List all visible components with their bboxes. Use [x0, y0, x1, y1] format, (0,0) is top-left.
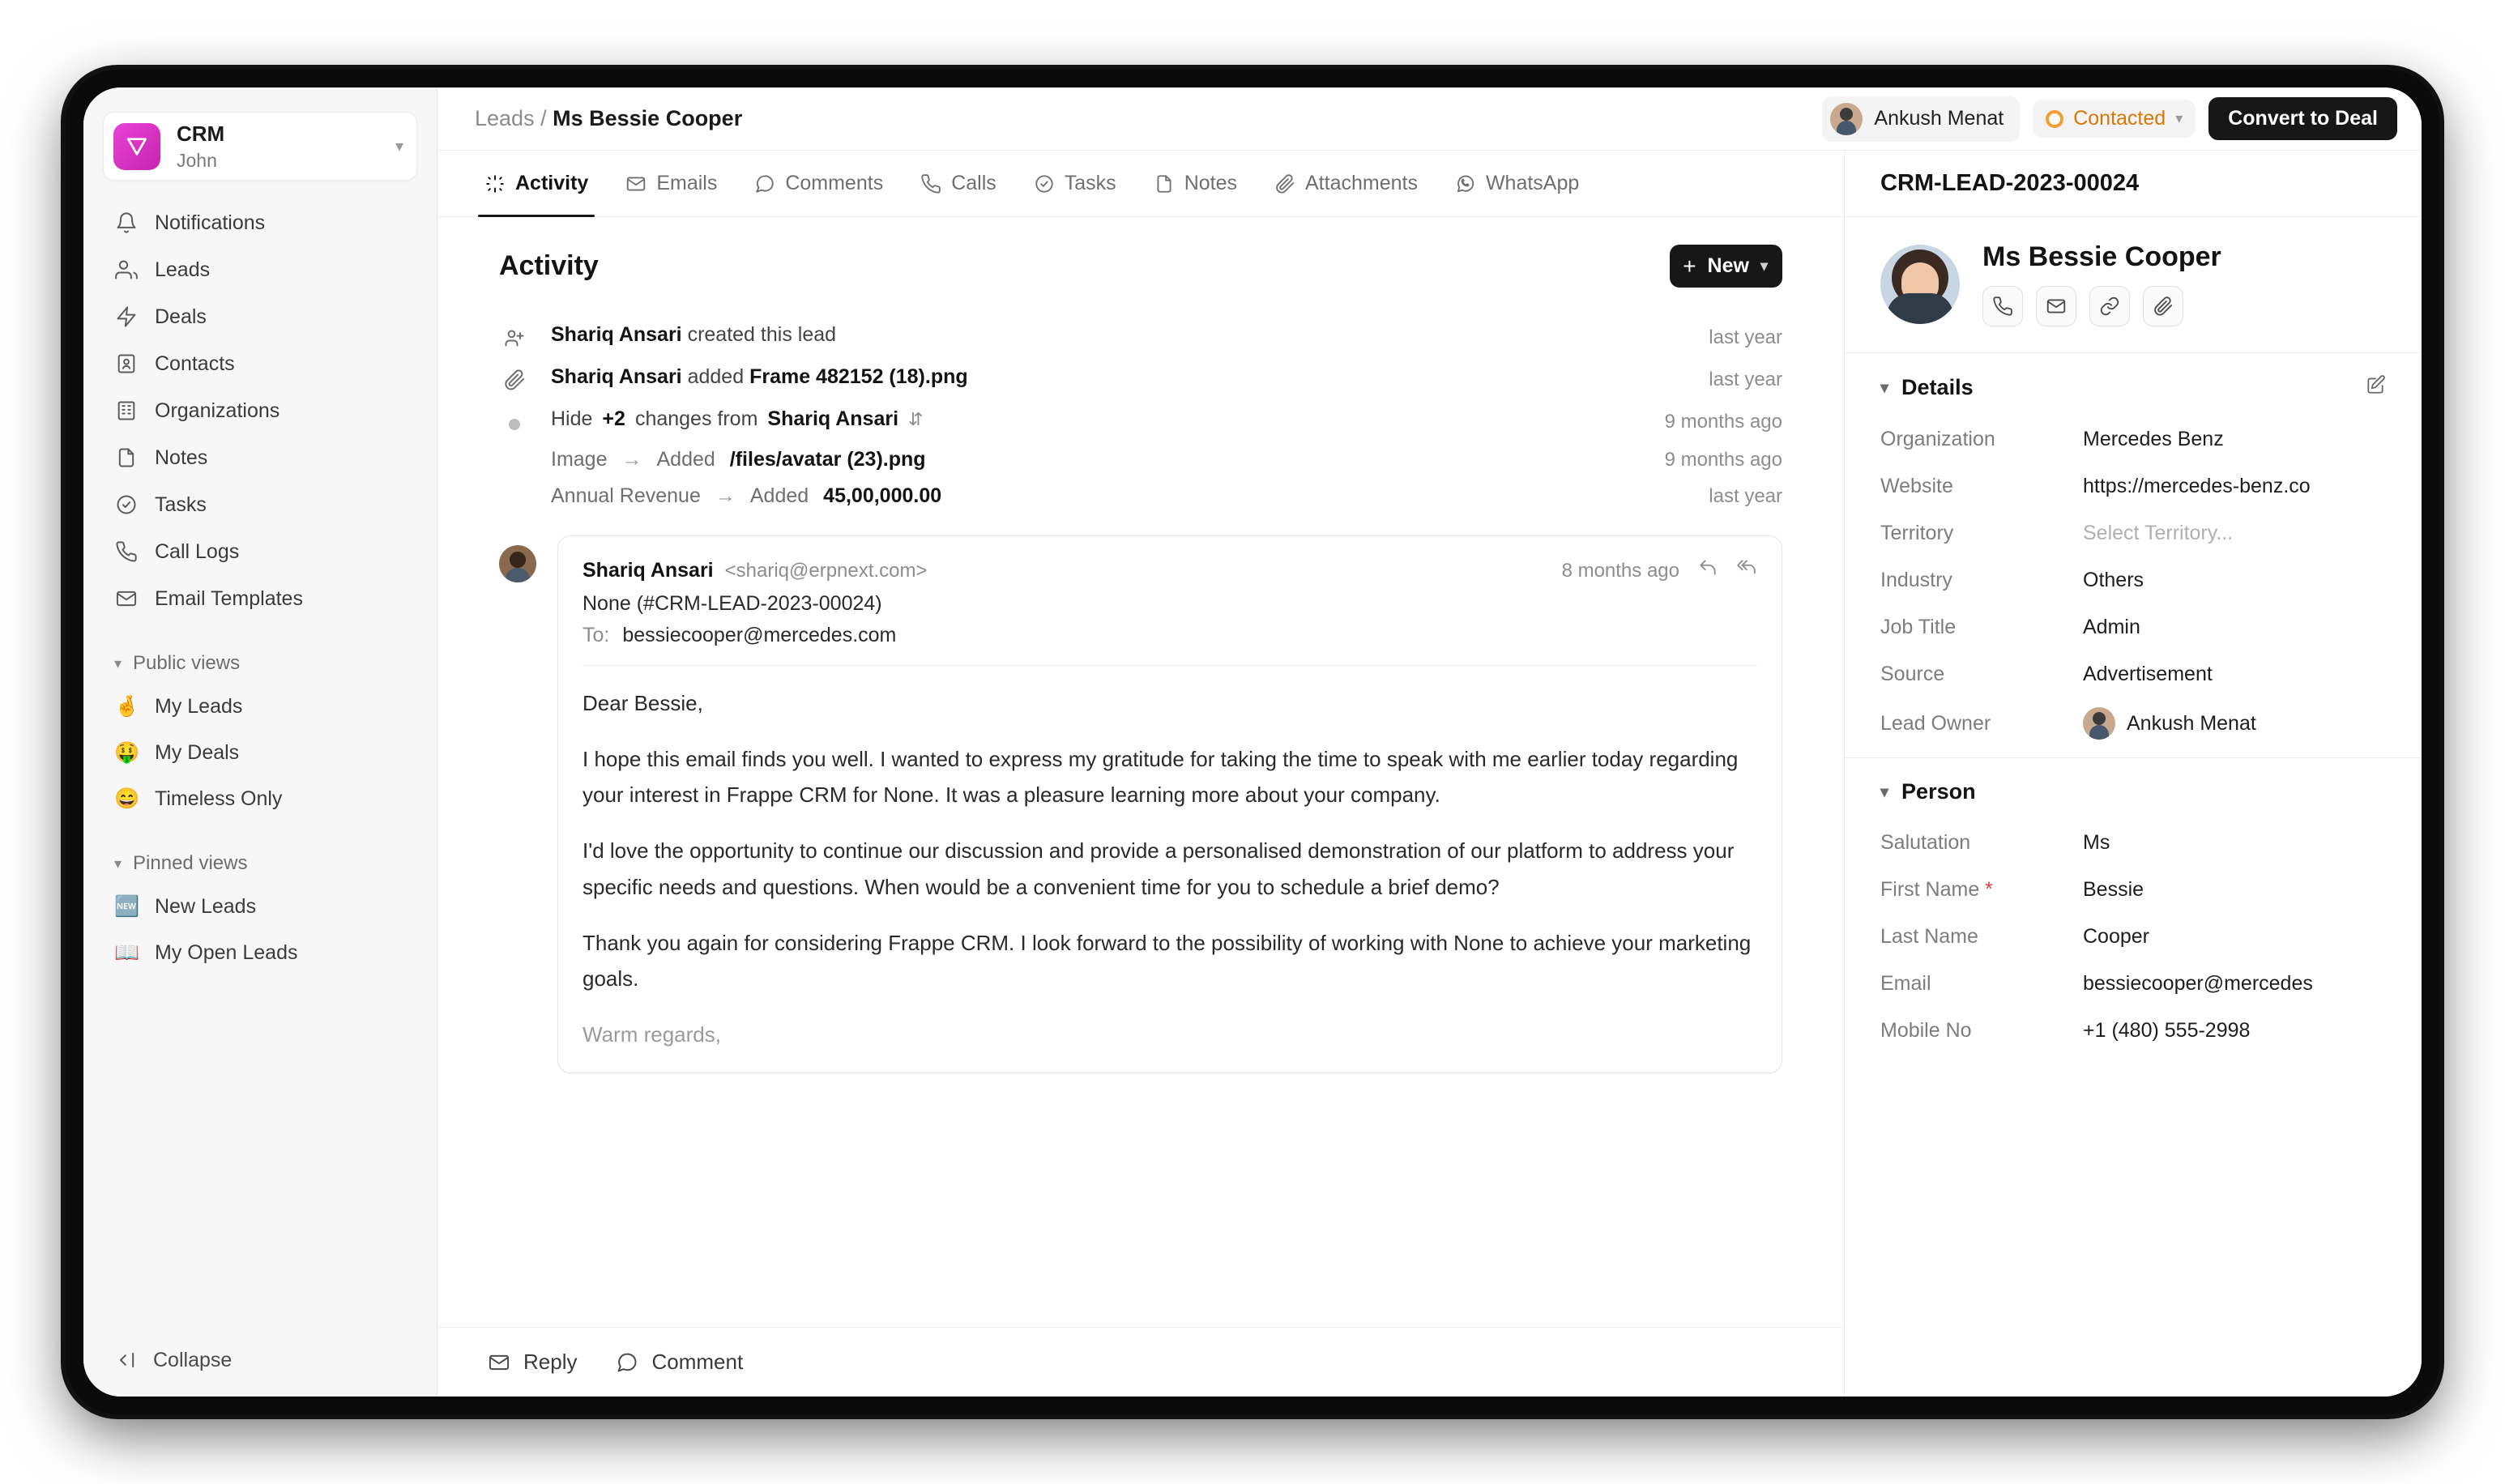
reply-label: Reply: [523, 1350, 578, 1374]
details-section: [1845, 353, 2422, 758]
sidebar-item-label: Email Templates: [155, 586, 303, 610]
field-value: Bessie: [2083, 877, 2144, 901]
sidebar-item-my-deals[interactable]: [103, 731, 417, 775]
field-last-name[interactable]: [1880, 913, 2386, 960]
changes-actor: Shariq Ansari: [767, 407, 899, 430]
whatsapp-icon: [1455, 173, 1476, 194]
avatar: [2083, 707, 2115, 740]
main-area: [437, 87, 2422, 1397]
sidebar-item-label: My Deals: [155, 741, 240, 765]
breadcrumb-separator: /: [540, 106, 547, 130]
field-lead-owner[interactable]: [1880, 697, 2386, 749]
email-subject: None (#CRM-LEAD-2023-00024): [583, 592, 882, 615]
field-value-wrapper: [2083, 707, 2386, 740]
email-body: [583, 666, 1757, 1053]
sidebar-item-label: Notifications: [155, 211, 266, 234]
sidebar-item-call-logs[interactable]: [103, 529, 417, 574]
email-to-label: To:: [583, 624, 610, 646]
chevron-down-icon: ▾: [1760, 258, 1768, 274]
activity-timeline: [499, 315, 1782, 1073]
assignee-name: Ankush Menat: [1874, 107, 2004, 130]
field-email[interactable]: [1880, 960, 2386, 1007]
sidebar-item-label: Organizations: [155, 399, 280, 422]
details-header[interactable]: [1880, 374, 2386, 401]
sidebar-item-organizations[interactable]: [103, 388, 417, 433]
tab-label: Attachments: [1305, 172, 1418, 194]
center-panel: [437, 151, 1845, 1397]
tab-activity[interactable]: [470, 151, 603, 216]
sidebar-item-tasks[interactable]: [103, 482, 417, 527]
sidebar-item-contacts[interactable]: [103, 341, 417, 386]
field-website[interactable]: [1880, 463, 2386, 510]
sidebar-item-label: Contacts: [155, 352, 235, 375]
sidebar-item-notifications[interactable]: [103, 200, 417, 245]
timeline-event: [499, 357, 1782, 399]
phone-icon: [114, 539, 139, 564]
avatar[interactable]: [1880, 245, 1960, 324]
organizations-icon: [114, 399, 139, 423]
timeline-group-text: [551, 407, 1644, 431]
sidebar-item-my-leads[interactable]: [103, 684, 417, 729]
chevron-down-icon: ▾: [2175, 110, 2183, 126]
field-label: Territory: [1880, 521, 1954, 544]
tab-tasks[interactable]: [1019, 151, 1131, 216]
collapse-label: Collapse: [153, 1348, 233, 1371]
tab-label: Tasks: [1064, 172, 1116, 194]
timeline-time: 9 months ago: [1664, 411, 1782, 433]
link-icon[interactable]: [2089, 286, 2130, 326]
field-label-text: First Name: [1880, 877, 1980, 901]
email-icon: [625, 173, 647, 194]
field-value: +1 (480) 555-2998: [2083, 1018, 2251, 1042]
tab-comments[interactable]: [740, 151, 898, 216]
breadcrumb: [475, 106, 742, 131]
workspace-user: John: [177, 149, 217, 171]
edit-icon[interactable]: [2365, 374, 2386, 401]
reply-icon[interactable]: [1697, 557, 1718, 584]
collapse-sidebar-button[interactable]: [83, 1330, 437, 1397]
mail-icon: [488, 1351, 510, 1374]
chevron-up-down-icon: ⇵: [908, 408, 924, 429]
mail-icon[interactable]: [2036, 286, 2076, 326]
field-job-title[interactable]: [1880, 603, 2386, 650]
status-dot-icon: [2046, 110, 2063, 128]
user-plus-icon: [499, 323, 530, 349]
book-emoji-icon: 📖: [114, 941, 140, 965]
sidebar-item-email-templates[interactable]: [103, 576, 417, 621]
crm-logo-icon: [113, 123, 160, 170]
timeline-change-row: [499, 441, 1782, 478]
email-header: [583, 557, 1757, 584]
sidebar-item-label: My Leads: [155, 695, 243, 719]
change-value: 45,00,000.00: [823, 484, 942, 507]
field-salutation[interactable]: [1880, 819, 2386, 866]
workspace-text: [177, 121, 379, 172]
field-label: Mobile No: [1880, 1018, 1972, 1042]
arrow-right-icon: →: [715, 484, 736, 507]
tab-calls[interactable]: [906, 151, 1011, 216]
timeline-event: [499, 315, 1782, 357]
email-card[interactable]: [557, 535, 1782, 1073]
avatar: [1830, 103, 1863, 135]
change-action: Added: [656, 448, 715, 471]
field-organization[interactable]: [1880, 416, 2386, 463]
field-label: Website: [1880, 474, 1953, 497]
field-value: Ms: [2083, 830, 2110, 854]
public-views-title: Public views: [133, 652, 241, 675]
sidebar-item-label: Notes: [155, 446, 208, 469]
sidebar-item-leads[interactable]: [103, 247, 417, 292]
field-value: bessiecooper@mercedes: [2083, 971, 2313, 995]
timeline-time: last year: [1709, 326, 1782, 348]
sidebar-item-my-open-leads[interactable]: [103, 931, 417, 975]
email-paragraph: Thank you again for considering Frappe CRM. I look forward to the possibility of working with None to achieve your marketing goals.: [583, 930, 1752, 991]
chevron-down-icon[interactable]: ▾: [395, 138, 403, 156]
email-sender-address: <shariq@erpnext.com>: [724, 559, 928, 582]
field-value: Mercedes Benz: [2083, 427, 2224, 450]
new-emoji-icon: 🆕: [114, 895, 140, 919]
pinned-views-header[interactable]: [103, 841, 417, 883]
change-value: /files/avatar (23).png: [729, 448, 926, 471]
chevron-down-icon: ▾: [1880, 783, 1889, 801]
tab-whatsapp[interactable]: [1440, 151, 1594, 216]
leads-icon: [114, 258, 139, 282]
change-action: Added: [749, 484, 809, 507]
email-to-value: bessiecooper@mercedes.com: [622, 624, 897, 646]
tab-label: Activity: [515, 172, 589, 194]
breadcrumb-parent[interactable]: Leads: [475, 106, 535, 130]
field-value: Select Territory...: [2083, 521, 2234, 544]
field-label: Organization: [1880, 427, 1995, 450]
content-row: [437, 151, 2422, 1397]
tab-notes[interactable]: [1139, 151, 1252, 216]
field-label: Lead Owner: [1880, 711, 1991, 735]
sidebar-item-label: Leads: [155, 258, 211, 281]
group-dot-icon: [499, 407, 530, 430]
attachment-icon[interactable]: [2143, 286, 2183, 326]
field-territory[interactable]: [1880, 510, 2386, 556]
person-header[interactable]: [1880, 779, 2386, 804]
comment-icon: [754, 173, 775, 194]
field-label: Job Title: [1880, 615, 1957, 638]
sidebar-item-notes[interactable]: [103, 435, 417, 480]
tab-attachments[interactable]: [1260, 151, 1432, 216]
reply-button[interactable]: [488, 1350, 577, 1375]
record-id: CRM-LEAD-2023-00024: [1845, 151, 2422, 217]
status-badge[interactable]: [2033, 100, 2196, 138]
sidebar-item-label: Timeless Only: [155, 787, 283, 811]
workspace-switcher[interactable]: [103, 112, 417, 181]
pinned-views-title: Pinned views: [133, 852, 248, 875]
reply-all-icon[interactable]: [1736, 557, 1757, 584]
chevron-down-icon: ▾: [114, 655, 122, 672]
sidebar-nav: [83, 200, 437, 975]
field-label: Source: [1880, 662, 1945, 685]
attachment-icon: [499, 365, 530, 391]
field-source[interactable]: [1880, 650, 2386, 697]
note-icon: [1154, 173, 1175, 194]
field-label: Salutation: [1880, 830, 1971, 854]
field-label: Last Name: [1880, 924, 1978, 948]
email-paragraph: Dear Bessie,: [583, 691, 703, 715]
field-value: Ankush Menat: [2127, 711, 2256, 735]
phone-icon[interactable]: [1982, 286, 2023, 326]
field-value: Cooper: [2083, 924, 2149, 948]
field-value: https://mercedes-benz.co: [2083, 474, 2311, 497]
activity-scroll-area[interactable]: [437, 217, 1844, 1327]
activity-icon: [484, 173, 506, 194]
new-button-label: New: [1707, 254, 1749, 277]
email-time: 8 months ago: [1561, 559, 1679, 582]
sidebar: [83, 87, 437, 1397]
convert-to-deal-button[interactable]: Convert to Deal: [2208, 97, 2397, 140]
field-label: Email: [1880, 971, 1931, 995]
quick-actions: [1982, 286, 2221, 326]
changes-count: +2: [602, 407, 625, 430]
sidebar-item-label: Tasks: [155, 493, 207, 516]
mail-icon: [114, 586, 139, 611]
activity-footer: [437, 1327, 1844, 1397]
timeline-group: [499, 399, 1782, 441]
attachment-icon: [1274, 173, 1295, 194]
public-views-header[interactable]: [103, 641, 417, 683]
change-time: last year: [1709, 484, 1782, 507]
sidebar-item-timeless-only[interactable]: [103, 777, 417, 821]
comment-icon: [616, 1351, 638, 1374]
workspace-title: CRM: [177, 122, 225, 146]
field-value: Admin: [2083, 615, 2140, 638]
tab-label: Comments: [785, 172, 884, 194]
sidebar-item-label: New Leads: [155, 895, 257, 919]
avatar: [499, 545, 536, 582]
timeline-time: last year: [1709, 369, 1782, 390]
field-label: [1880, 878, 2083, 902]
timeline-event-text: [551, 323, 1688, 347]
comment-button[interactable]: [616, 1350, 743, 1375]
change-time: 9 months ago: [1664, 448, 1782, 471]
details-title: Details: [1901, 375, 1974, 399]
email-recipient-row: [583, 624, 1757, 647]
smile-emoji-icon: 😄: [114, 787, 140, 811]
timeline-change-row: [499, 478, 1782, 514]
timeline-action: created this lead: [687, 323, 837, 346]
task-icon: [1034, 173, 1055, 194]
activity-header: [499, 245, 1782, 288]
status-label: Contacted: [2073, 107, 2166, 130]
record-name: Ms Bessie Cooper: [1982, 241, 2221, 272]
plus-icon: +: [1683, 253, 1696, 279]
timeline-action: added: [687, 365, 745, 388]
tasks-icon: [114, 493, 139, 517]
hand-emoji-icon: 🤞: [114, 695, 140, 719]
email-paragraph: I'd love the opportunity to continue our discussion and provide a personalised demonstration of our platform to address your specific needs and questions. When would be a convenient time for you to schedule a brief demo?: [583, 838, 1735, 899]
chevron-down-icon: ▾: [114, 855, 122, 872]
sidebar-item-label: Call Logs: [155, 539, 240, 563]
phone-icon: [920, 173, 941, 194]
tab-emails[interactable]: [611, 151, 732, 216]
assignee-chip[interactable]: [1822, 96, 2020, 142]
sidebar-item-label: My Open Leads: [155, 941, 298, 965]
hide-changes-toggle[interactable]: [551, 407, 923, 431]
record-hero: [1845, 217, 2422, 353]
sidebar-item-label: Deals: [155, 305, 207, 328]
person-title: Person: [1901, 779, 1976, 804]
notes-icon: [114, 446, 139, 470]
sidebar-item-new-leads[interactable]: [103, 885, 417, 929]
tab-label: WhatsApp: [1485, 172, 1580, 194]
collapse-icon: [114, 1348, 139, 1372]
chevron-down-icon: ▾: [1880, 379, 1889, 397]
required-marker: *: [1979, 877, 1993, 901]
tab-label: Calls: [951, 172, 996, 194]
right-panel: [1845, 151, 2422, 1397]
email-sender: Shariq Ansari: [583, 558, 714, 582]
sidebar-item-deals[interactable]: [103, 294, 417, 339]
email-header-actions: [1562, 557, 1757, 584]
money-face-emoji-icon: 🤑: [114, 741, 140, 765]
field-first-name[interactable]: [1880, 866, 2386, 913]
field-industry[interactable]: [1880, 556, 2386, 603]
field-mobile-no[interactable]: [1880, 1007, 2386, 1054]
field-label: Industry: [1880, 568, 1952, 591]
breadcrumb-current: Ms Bessie Cooper: [553, 106, 743, 130]
tab-bar: [437, 151, 1844, 217]
tab-label: Notes: [1184, 172, 1237, 194]
field-value: Others: [2083, 568, 2144, 591]
email-activity: [499, 535, 1782, 1073]
comment-label: Comment: [651, 1350, 744, 1374]
app-window: [83, 87, 2422, 1397]
bell-icon: [114, 211, 139, 235]
timeline-event-text: [551, 365, 1688, 389]
person-section: [1845, 758, 2422, 1062]
topbar: [437, 87, 2422, 151]
change-field: Annual Revenue: [551, 484, 701, 507]
timeline-actor: Shariq Ansari: [551, 365, 682, 388]
hero-text: [1982, 241, 2221, 326]
timeline-actor: Shariq Ansari: [551, 323, 682, 346]
field-value: Advertisement: [2083, 662, 2213, 685]
deals-icon: [114, 305, 139, 329]
email-paragraph: Warm regards,: [583, 1022, 721, 1047]
page-title: Activity: [499, 250, 599, 281]
tab-label: Emails: [656, 172, 718, 194]
device-frame: [66, 70, 2439, 1414]
arrow-right-icon: →: [621, 448, 642, 471]
changes-label: changes from: [634, 407, 758, 430]
new-activity-button[interactable]: [1670, 245, 1782, 288]
email-paragraph: I hope this email finds you well. I wanted to express my gratitude for taking the time to speak with me earlier today regarding your interest in Frappe CRM for None. It was a pleasure learning more about your company.: [583, 746, 1739, 808]
change-field: Image: [551, 448, 608, 471]
timeline-object: Frame 482152 (18).png: [749, 365, 968, 388]
hide-label: Hide: [551, 407, 593, 430]
contacts-icon: [114, 352, 139, 376]
